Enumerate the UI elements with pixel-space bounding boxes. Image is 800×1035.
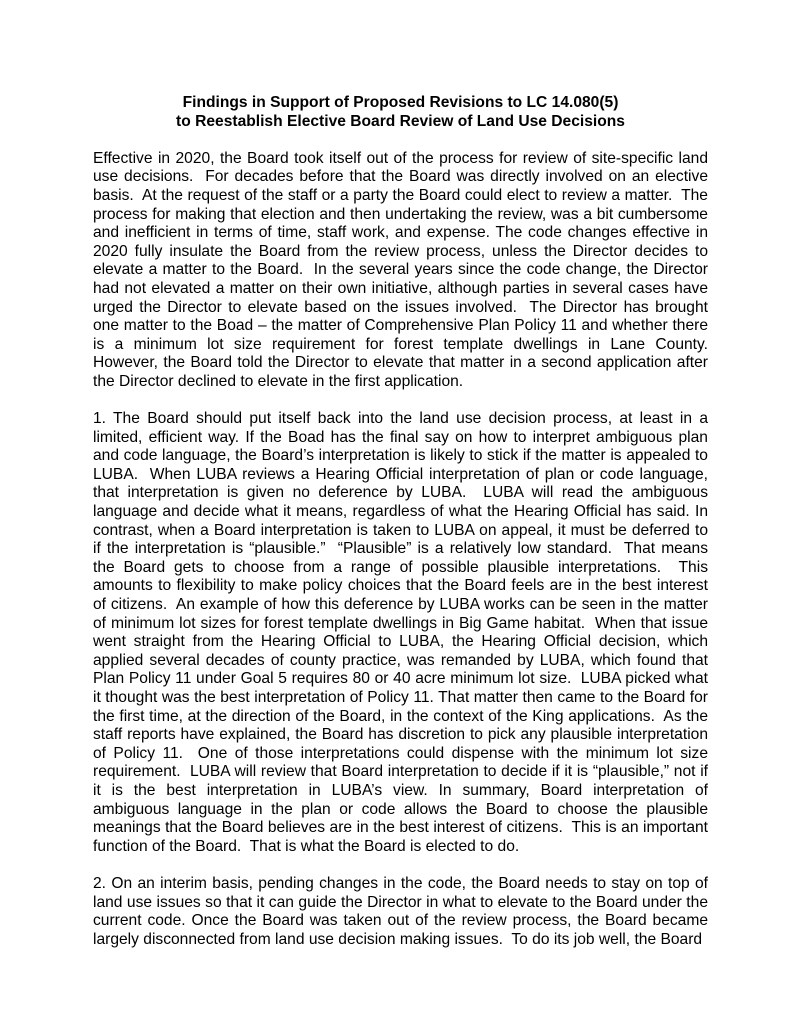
paragraph-intro: Effective in 2020, the Board took itself out of the process for review of site-specific land use decisions. For decades before that the Board was directly involved on an elective basis. At the request of the staff or a party the Board could elect to review a matter. The process for making that election and then undertaking the review, was a bit cumbersome and inefficient in terms of time, staff work, and expense. The code changes effective in 2020 fully insulate the Board from the review process, unless the Director decides to elevate a matter to the Board. In the several years since the code change, the Director had not elevated a matter on their own initiative, although parties in several cases have urged the Director to elevate based on the issues involved. The Director has brought one matter to the Boad – the matter of Comprehensive Plan Policy 11 and whether there is a minimum lot size requirement for forest template dwellings in Lane County. However, the Board told the Director to elevate that matter in a second application after the Director declined to elevate in the first application. bbox=[93, 149, 721, 390]
paragraph-finding-2: 2. On an interim basis, pending changes in the code, the Board needs to stay on top of land use issues so that it can guide the Director in what to elevate to the Board under the current code. Once the Board was taken out of the review process, the Board became largely disconnected from land use decision making issues. To do its job well, the Board bbox=[93, 874, 713, 948]
paragraph-finding-1: 1. The Board should put itself back into the land use decision process, at least in a limited, efficient way. If the Boad has the final say on how to interpret ambiguous plan and code language, the Board’s interpretation is likely to stick if the matter is appealed to LUBA. When LUBA reviews a Hearing Official interpretation of plan or code language, that interpretation is given no deference by LUBA. LUBA will read the ambiguous language and decide what it means, regardless of what the Hearing Official has said. In contrast, when a Board interpretation is taken to LUBA on appeal, it must be deferred to if the interpretation is “plausible.” “Plausible” is a relatively low standard. That means the Board gets to choose from a range of possible plausible interpretations. This amounts to flexibility to make policy choices that the Board feels are in the best interest of citizens. An example of how this deference by LUBA works can be seen in the matter of minimum lot sizes for forest template dwellings in Big Game habitat. When that issue went straight from the Hearing Official to LUBA, the Hearing Official decision, which applied several decades of county practice, was remanded by LUBA, which found that Plan Policy 11 under Goal 5 requires 80 or 40 acre minimum lot size. LUBA picked what it thought was the best interpretation of Policy 11. That matter then came to the Board for the first time, at the direction of the Board, in the context of the King applications. As the staff reports have explained, the Board has discretion to pick any plausible interpretation of Policy 11. One of those interpretations could dispense with the minimum lot size requirement. LUBA will review that Board interpretation to decide if it is “plausible,” not if it is the best interpretation in LUBA’s view. In summary, Board interpretation of ambiguous language in the plan or code allows the Board to choose the plausible meanings that the Board believes are in the best interest of citizens. This is an important function of the Board. That is what the Board is elected to do. bbox=[93, 410, 713, 855]
document-title bbox=[93, 94, 708, 131]
document-title-line-2: to Reestablish Elective Board Review of Land Use Decisions bbox=[176, 112, 625, 130]
document-title-line-1: Findings in Support of Proposed Revisions to LC 14.080(5) bbox=[182, 94, 619, 111]
